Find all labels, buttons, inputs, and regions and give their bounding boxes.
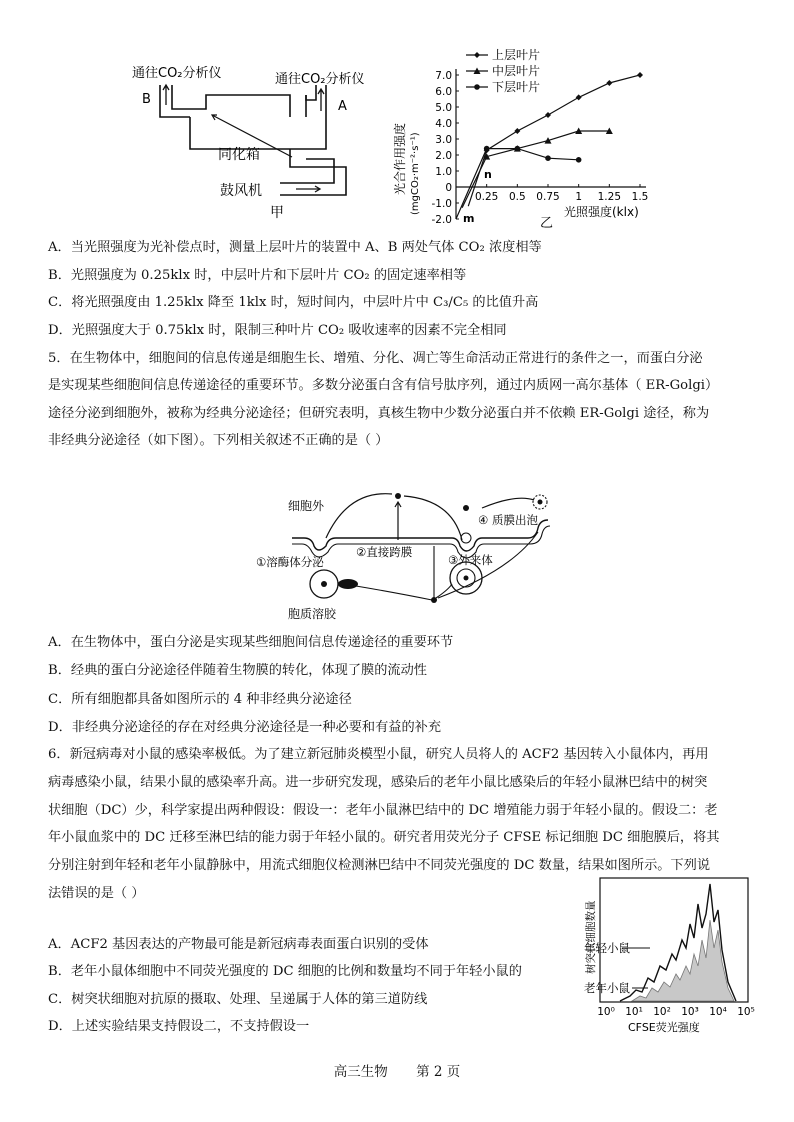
label-to-co2-left: 通往CO₂分析仪: [132, 66, 222, 81]
q6-option-d: D．上述实验结果支持假设二，不支持假设一: [48, 1019, 310, 1034]
arrow-path-3: [404, 496, 462, 540]
bleb-dot: [538, 500, 543, 505]
chart-point: [484, 146, 490, 152]
flow-x-ticks: [597, 1006, 755, 1018]
flow-x-tick-label: 10¹: [625, 1006, 643, 1018]
chart-y-tick-label: 0: [445, 182, 452, 194]
chart-legend: [466, 47, 540, 94]
chart-legend-marker: [474, 84, 480, 90]
chart-x-tick-label: 0.5: [508, 191, 526, 203]
chart-point: [514, 128, 520, 134]
chart-x-tick-label: 1: [575, 191, 583, 203]
flow-xlabel: CFSE荧光强度: [628, 1021, 700, 1034]
outlet-pipe-a: [306, 85, 326, 149]
flow-x-tick-label: 10³: [681, 1006, 699, 1018]
label-path-1: ①溶酶体分泌: [256, 555, 324, 569]
secreted-protein-right: [463, 505, 469, 511]
arrow-cytosol-1: [356, 586, 432, 600]
q4-option-b: B．光照强度为 0.25klx 时，中层叶片和下层叶片 CO₂ 的固定速率相等: [48, 268, 467, 283]
caption-jia: 甲: [270, 205, 284, 221]
arrow-path-2: [395, 502, 401, 540]
chart-ylabel-unit: (mgCO₂·m⁻²·s⁻¹): [410, 132, 421, 215]
chart-legend-marker: [474, 52, 480, 58]
q4-option-c: C．将光照强度由 1.25klx 降至 1klx 时，短时间内，中层叶片中 C₃/C₅ 的比值升高: [48, 295, 539, 310]
q6-stem-line-1: 6．新冠病毒对小鼠的感染率极低。为了建立新冠肺炎模型小鼠，研究人员将人的 ACF2 基因转入小鼠体内，再用: [48, 747, 709, 762]
q5-option-c: C．所有细胞都具备如图所示的 4 种非经典分泌途径: [48, 692, 352, 707]
flow-label-old: 老年小鼠: [584, 981, 630, 995]
label-a: A: [338, 99, 347, 114]
chart-point: [576, 94, 582, 100]
chart-point: [606, 80, 612, 86]
flow-ylabel: 树突状细胞数量: [585, 900, 597, 974]
chart-point: [545, 112, 551, 118]
secretion-pathway-figure: [252, 480, 572, 625]
chart-point: [576, 157, 582, 163]
chart-y-tick-label: 2.0: [435, 150, 452, 162]
chart-y-tick-label: 6.0: [435, 86, 452, 98]
chart-point: [637, 72, 643, 78]
photosynthesis-line-chart: [390, 45, 660, 230]
flow-x-tick-label: 10⁴: [709, 1006, 727, 1018]
footer-subject: 高三生物: [333, 1064, 388, 1080]
arrow-right-blower: [296, 186, 320, 192]
label-box: 同化箱: [218, 147, 260, 163]
chart-x-tick-label: 0.75: [536, 191, 560, 203]
chart-y-tick-label: -2.0: [431, 214, 452, 226]
label-blower: 鼓风机: [220, 183, 262, 199]
chart-y-tick-label: 7.0: [435, 70, 452, 82]
arrow-up-b: [163, 85, 169, 105]
chart-y-tick-label: -1.0: [431, 198, 452, 210]
label-cytosol: 胞质溶胶: [288, 607, 337, 621]
q5-stem-line-4: 非经典分泌途径（如下图）。下列相关叙述不正确的是（ ）: [48, 433, 389, 448]
flow-x-tick-label: 10²: [653, 1006, 671, 1018]
lysosome-dot: [321, 581, 327, 587]
chart-point-n: n: [484, 168, 492, 181]
q6-stem-line-2: 病毒感染小鼠，结果小鼠的感染率升高。进一步研究发现，感染后的老年小鼠比感染后的年轻小鼠淋巴结中的树突: [48, 775, 708, 790]
exosome-released: [461, 533, 471, 543]
chart-ylabel-main: 光合作用强度: [393, 122, 407, 195]
q5-option-a: A．在生物体中，蛋白分泌是实现某些细胞间信息传递途径的重要环节: [48, 635, 454, 650]
q6-option-c: C．树突状细胞对抗原的摄取、处理、呈递属于人体的第三道防线: [48, 992, 428, 1007]
chart-xlabel: 光照强度(klx): [564, 205, 639, 219]
label-to-co2-right: 通往CO₂分析仪: [275, 72, 365, 87]
chart-point: [545, 155, 551, 161]
chart-point: [515, 146, 521, 152]
chart-series-line-3: [456, 149, 579, 219]
chart-legend-label: 下层叶片: [492, 80, 541, 94]
plasma-membrane-inner: [292, 526, 550, 558]
chart-x-tick-label: 0.25: [474, 191, 499, 203]
transporter: [338, 579, 358, 589]
page-footer: [0, 1060, 794, 1080]
q5-option-b: B．经典的蛋白分泌途径伴随着生物膜的转化，体现了膜的流动性: [48, 663, 427, 678]
chart-y-tick-label: 1.0: [435, 166, 452, 178]
footer-page: 第 2 页: [416, 1064, 461, 1080]
q6-stem-line-6: 法错误的是（ ）: [48, 886, 145, 901]
chart-legend-label: 中层叶片: [492, 64, 541, 78]
q5-stem-line-1: 5．在生物体中，细胞间的信息传递是细胞生长、增殖、分化、凋亡等生命活动正常进行的条件之一，而蛋白分泌: [48, 351, 703, 366]
chart-legend-label: 上层叶片: [492, 48, 541, 62]
outlet-pipe-b: [160, 85, 290, 117]
q5-stem-line-3: 途径分泌到细胞外，被称为经典分泌途径；但研究表明，真核生物中少数分泌蛋白并不依赖 ER-Golgi 途径，称为: [48, 406, 710, 421]
chart-y-tick-label: 4.0: [435, 118, 452, 130]
q5-stem-line-2: 是实现某些细胞间信息传递途径的重要环节。多数分泌蛋白含有信号肽序列，通过内质网一高尔基体（ ER-Golgi）: [48, 378, 719, 393]
flow-x-tick-label: 10⁵: [737, 1006, 755, 1018]
chart-x-tick-label: 1.25: [597, 191, 622, 203]
chart-x-tick-label: 1.5: [631, 191, 649, 203]
label-path-2: ②直接跨膜: [356, 545, 413, 559]
arrow-up-a: [318, 89, 324, 111]
arrow-path-1: [326, 494, 392, 538]
label-path-3: ③外来体: [448, 553, 493, 567]
q6-option-b: B．老年小鼠体细胞中不同荧光强度的 DC 细胞的比例和数量均不同于年轻小鼠的: [48, 964, 522, 979]
flow-old-area: [632, 920, 734, 1001]
chart-y-tick-label: 5.0: [435, 102, 452, 114]
q6-stem-line-5: 分别注射到年轻和老年小鼠静脉中，用流式细胞仪检测淋巴结中不同荧光强度的 DC 数量，结果如图所示。下列说: [48, 858, 711, 873]
chart-point-m: m: [463, 212, 475, 225]
arrow-path-4: [482, 498, 534, 508]
q6-option-a: A．ACF2 基因表达的产物最可能是新冠病毒表面蛋白识别的受体: [48, 937, 429, 952]
q4-option-d: D．光照强度大于 0.75klx 时，限制三种叶片 CO₂ 吸收速率的因素不完全相同: [48, 323, 507, 338]
assimilation-box: [190, 95, 306, 149]
exosome-dot: [464, 576, 469, 581]
apparatus-figure: [120, 55, 390, 225]
q6-stem-line-4: 年小鼠血浆中的 DC 迁移至淋巴结的能力弱于年轻小鼠的。研究者用荧光分子 CFSE 标记细胞 DC 细胞膜后，将其: [48, 830, 720, 845]
q5-option-d: D．非经典分泌途径的存在对经典分泌途径是一种必要和有益的补充: [48, 720, 442, 735]
secreted-protein-top: [395, 493, 401, 499]
label-path-4: ④ 质膜出泡: [478, 513, 538, 527]
chart-y-tick-label: 3.0: [435, 134, 452, 146]
q4-option-a: A．当光照强度为光补偿点时，测量上层叶片的装置中 A、B 两处气体 CO₂ 浓度相等: [48, 240, 542, 255]
label-cell-outside: 细胞外: [288, 499, 325, 513]
flow-x-tick-label: 10⁰: [597, 1006, 615, 1018]
flow-cytometry-chart: [580, 870, 755, 1035]
q6-stem-line-3: 状细胞（DC）少，科学家提出两种假设：假设一：老年小鼠淋巴结中的 DC 增殖能力弱于年轻小鼠的。假设二：老: [48, 803, 718, 818]
flow-label-young: 年轻小鼠: [584, 941, 630, 955]
label-b: B: [142, 92, 151, 107]
caption-yi: 乙: [540, 216, 554, 230]
